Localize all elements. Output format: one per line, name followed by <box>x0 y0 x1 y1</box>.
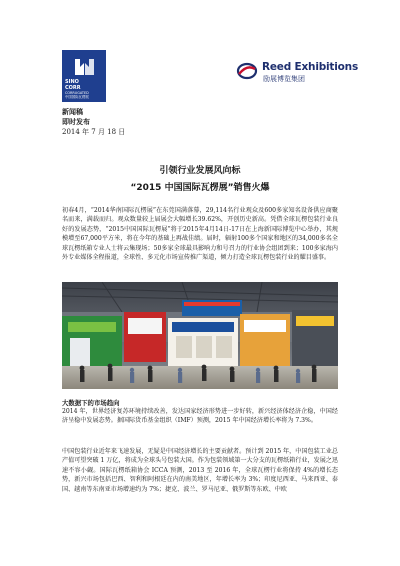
headline-line-1: 引领行业发展风向标 <box>159 166 241 176</box>
release-meta <box>62 107 125 137</box>
release-instruction: 即时发布 <box>62 117 90 126</box>
exhibition-hall-photo <box>62 282 338 389</box>
release-date: 2014 年 7 月 18 日 <box>62 128 126 136</box>
headline-line-2: “2015 中国国际瓦楞展”销售火爆 <box>130 183 270 193</box>
logo-text-sub: CORRUGATED 中国国际瓦楞展 <box>65 91 89 99</box>
industry-paragraph: 中国包装行业近年来飞速发展，无疑是中国经济增长的主要贡献者。预计到 2015 年，中国包装工业总产值可望突破 1 万亿，将成为全球头号包装大国。作为包装领域第一大分支的瓦楞纸箱行业，发展之迅速不容小觑。国际瓦楞纸箱协会 ICCA 预测，2013 至 2016 年，全球瓦楞行业将保持 4%的增长态势，新兴市场包括巴西、智利和阿根廷在内的南美地区，年增长率为 3%；印度尼西亚、马来西亚、泰国、越南等东南亚市场增速约为 7%；捷克、波兰、罗马尼亚、俄罗斯等东欧、中欧 <box>62 448 338 493</box>
reed-swoosh-icon <box>236 60 258 82</box>
reed-logo-name: Reed Exhibitions <box>262 61 358 73</box>
reed-exhibitions-logo <box>236 60 366 84</box>
reed-logo-cn: 励展博览集团 <box>263 75 305 83</box>
sinocorrugated-logo <box>62 50 106 102</box>
economy-paragraph: 2014 年，世界经济复苏环境持续改善，发达国家经济形势进一步好转，新兴经济体经济企稳，中国经济呈稳中发展态势。据国际货币基金组织（IMF）预测，2015 年中国经济增长率将为 7.3%。 <box>62 408 338 425</box>
section-heading: 大数据下的市场趋向 <box>62 399 120 407</box>
sinocorrugated-emblem-icon <box>71 55 97 77</box>
logo-text-sino: SINO CORR <box>65 79 81 91</box>
release-type: 新闻稿 <box>62 107 83 116</box>
intro-paragraph: 初春4月，“2014华南国际瓦楞展”在东莞国满落幕，29,114名行业观众及600多家知名设备供应商聚名而来，满载而归。观众数量较上届展会大幅增长39.62%，开创历史新高。凭借全球瓦楞包装行业良好的发展态势，“2015中国国际瓦楞展”将于2015年4月14日-17日在上海新国际博览中心举办，其规模增至67,000平方米，将在今年的基础上再战佳绩。届时，辐射100多个国家和地区的34,000多名全球瓦楞纸箱专业人士将云集现场；50多家全球最具影响力和号召力的行业协会组团到来；100多家海内外专业媒体全程报道，全球性、多元化市场宣传推广渠道，倾力打造全球瓦楞包装行业的耀目盛事。 <box>62 207 338 262</box>
